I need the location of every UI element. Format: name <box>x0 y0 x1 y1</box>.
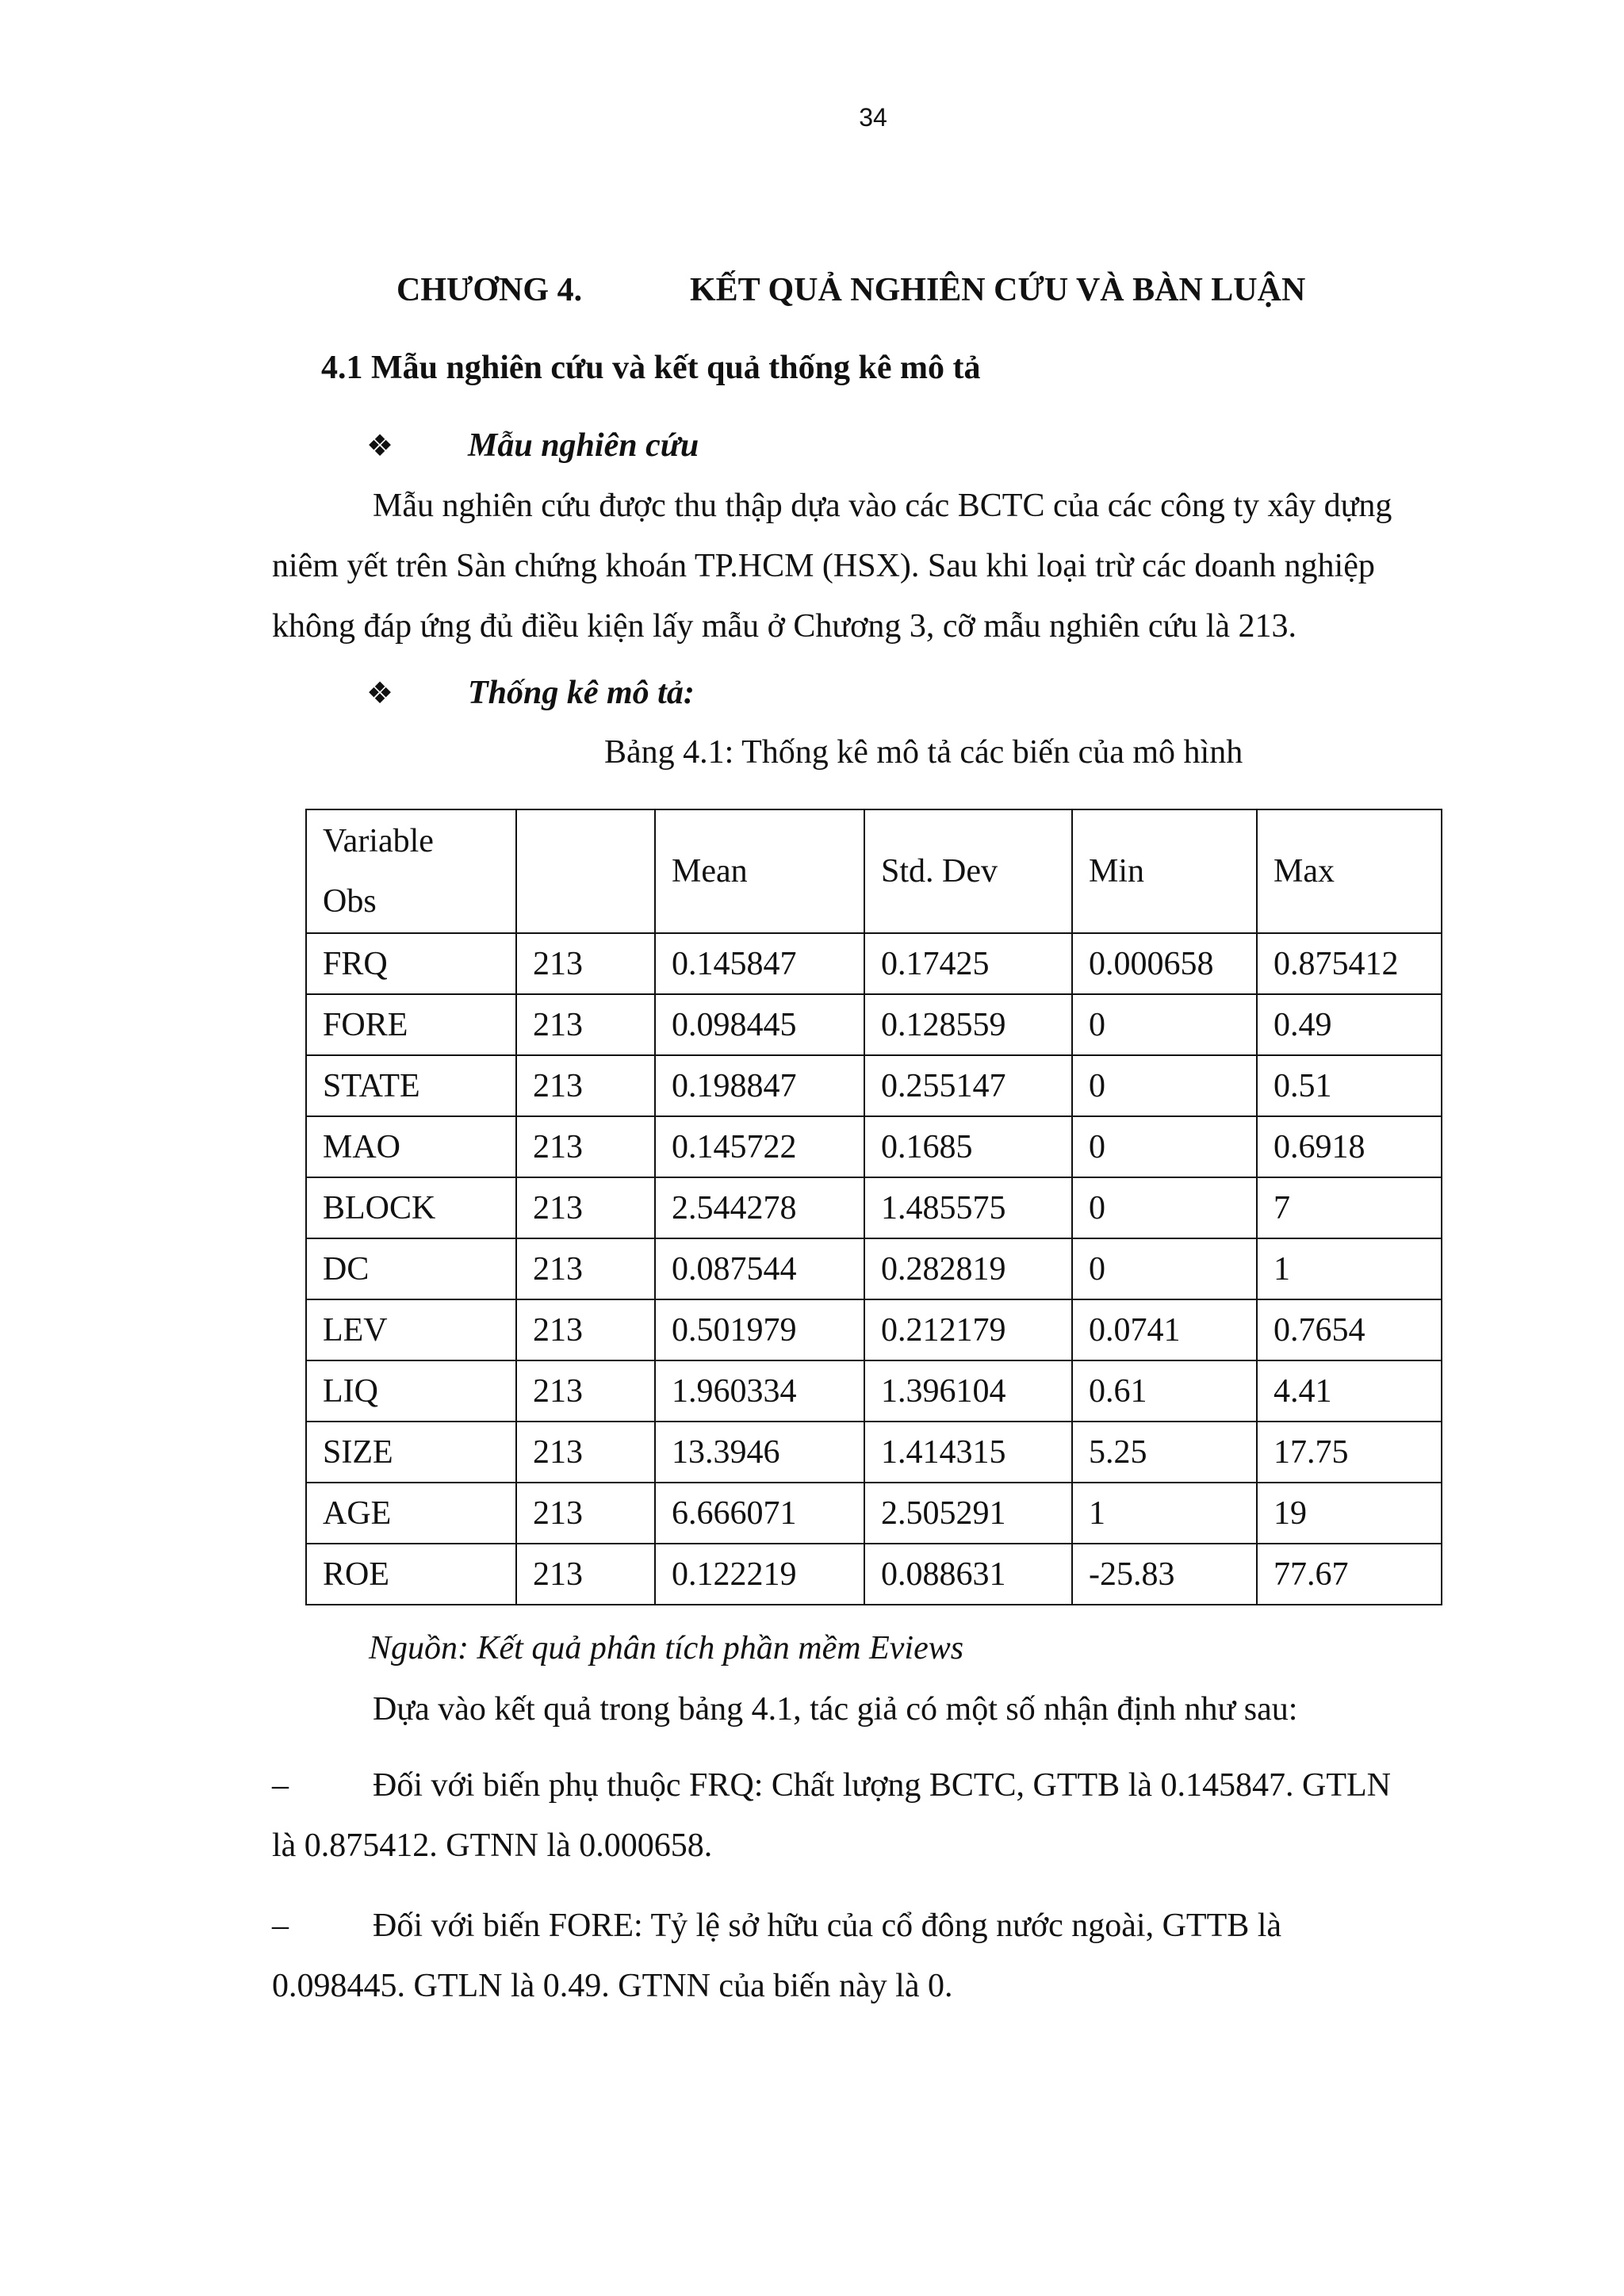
table-row <box>306 1116 1442 1177</box>
variable-cell: DC <box>306 1238 516 1299</box>
obs-cell: 213 <box>516 1055 655 1116</box>
table-row <box>306 1422 1442 1483</box>
variable-cell: AGE <box>306 1483 516 1544</box>
item-line: 0.098445. GTLN là 0.49. GTNN của biến này là 0. <box>272 1968 953 2004</box>
obs-cell: 213 <box>516 1360 655 1422</box>
max-cell: 0.6918 <box>1257 1116 1442 1177</box>
max-cell: 17.75 <box>1257 1422 1442 1483</box>
paragraph-line: không đáp ứng đủ điều kiện lấy mẫu ở Chương 3, cỡ mẫu nghiên cứu là 213. <box>272 608 1297 645</box>
max-cell: 0.49 <box>1257 994 1442 1055</box>
std-dev-cell: 0.128559 <box>864 994 1072 1055</box>
table-row <box>306 1177 1442 1238</box>
mean-cell: 0.145722 <box>655 1116 864 1177</box>
max-cell: 19 <box>1257 1483 1442 1544</box>
max-cell: 0.51 <box>1257 1055 1442 1116</box>
obs-cell: 213 <box>516 1422 655 1483</box>
subsection-heading-sample: Mẫu nghiên cứu <box>468 427 699 464</box>
header-cell-min: Min <box>1072 809 1257 933</box>
chapter-title: KẾT QUẢ NGHIÊN CỨU VÀ BÀN LUẬN <box>690 272 1306 308</box>
mean-cell: 0.087544 <box>655 1238 864 1299</box>
dash-bullet: – <box>272 1908 289 1944</box>
table-row <box>306 1544 1442 1605</box>
mean-cell: 6.666071 <box>655 1483 864 1544</box>
min-cell: 0 <box>1072 1177 1257 1238</box>
header-cell-max: Max <box>1257 809 1442 933</box>
obs-cell: 213 <box>516 933 655 994</box>
min-cell: -25.83 <box>1072 1544 1257 1605</box>
table-row <box>306 994 1442 1055</box>
obs-cell: 213 <box>516 1544 655 1605</box>
item-line: Đối với biến FORE: Tỷ lệ sở hữu của cổ đông nước ngoài, GTTB là <box>373 1908 1282 1944</box>
item-line: Đối với biến phụ thuộc FRQ: Chất lượng BCTC, GTTB là 0.145847. GTLN <box>373 1767 1391 1804</box>
obs-cell: 213 <box>516 1299 655 1360</box>
dash-bullet: – <box>272 1767 289 1804</box>
min-cell: 0 <box>1072 1238 1257 1299</box>
max-cell: 1 <box>1257 1238 1442 1299</box>
std-dev-cell: 1.485575 <box>864 1177 1072 1238</box>
header-cell-variable <box>306 809 516 933</box>
table-row <box>306 1360 1442 1422</box>
variable-cell: LIQ <box>306 1360 516 1422</box>
max-cell: 4.41 <box>1257 1360 1442 1422</box>
min-cell: 0.0741 <box>1072 1299 1257 1360</box>
obs-cell: 213 <box>516 994 655 1055</box>
variable-cell: FRQ <box>306 933 516 994</box>
chapter-label: CHƯƠNG 4. <box>396 272 583 308</box>
mean-cell: 0.145847 <box>655 933 864 994</box>
mean-cell: 2.544278 <box>655 1177 864 1238</box>
max-cell: 77.67 <box>1257 1544 1442 1605</box>
min-cell: 0 <box>1072 1116 1257 1177</box>
variable-cell: ROE <box>306 1544 516 1605</box>
table-row <box>306 1299 1442 1360</box>
obs-cell: 213 <box>516 1483 655 1544</box>
table-caption: Bảng 4.1: Thống kê mô tả các biến của mô hình <box>604 734 1243 771</box>
mean-cell: 0.098445 <box>655 994 864 1055</box>
min-cell: 0.61 <box>1072 1360 1257 1422</box>
intro-line: Dựa vào kết quả trong bảng 4.1, tác giả có một số nhận định như sau: <box>373 1691 1298 1728</box>
variable-cell: BLOCK <box>306 1177 516 1238</box>
std-dev-cell: 0.282819 <box>864 1238 1072 1299</box>
header-cell-empty <box>516 809 655 933</box>
paragraph-line: niêm yết trên Sàn chứng khoán TP.HCM (HSX). Sau khi loại trừ các doanh nghiệp <box>272 548 1375 584</box>
variable-cell: STATE <box>306 1055 516 1116</box>
obs-cell: 213 <box>516 1116 655 1177</box>
std-dev-cell: 1.396104 <box>864 1360 1072 1422</box>
min-cell: 0 <box>1072 1055 1257 1116</box>
header-obs-label: Obs <box>323 883 377 920</box>
std-dev-cell: 0.088631 <box>864 1544 1072 1605</box>
obs-cell: 213 <box>516 1238 655 1299</box>
table-row <box>306 1055 1442 1116</box>
variable-cell: SIZE <box>306 1422 516 1483</box>
std-dev-cell: 0.255147 <box>864 1055 1072 1116</box>
max-cell: 0.7654 <box>1257 1299 1442 1360</box>
section-title: 4.1 Mẫu nghiên cứu và kết quả thống kê mô tả <box>321 350 981 386</box>
std-dev-cell: 0.1685 <box>864 1116 1072 1177</box>
std-dev-cell: 2.505291 <box>864 1483 1072 1544</box>
subsection-heading-stats: Thống kê mô tả: <box>468 675 695 711</box>
descriptive-stats-table <box>305 809 1442 1605</box>
min-cell: 0 <box>1072 994 1257 1055</box>
variable-cell: FORE <box>306 994 516 1055</box>
min-cell: 0.000658 <box>1072 933 1257 994</box>
max-cell: 7 <box>1257 1177 1442 1238</box>
table-source-note: Nguồn: Kết quả phân tích phần mềm Eviews <box>369 1630 964 1667</box>
std-dev-cell: 0.212179 <box>864 1299 1072 1360</box>
table-header-row <box>306 809 1442 933</box>
table-row <box>306 1238 1442 1299</box>
table-row <box>306 933 1442 994</box>
std-dev-cell: 0.17425 <box>864 933 1072 994</box>
bullet-icon: ❖ <box>366 677 394 710</box>
mean-cell: 0.122219 <box>655 1544 864 1605</box>
header-cell-mean: Mean <box>655 809 864 933</box>
table-row <box>306 1483 1442 1544</box>
header-variable-label: Variable <box>323 823 434 859</box>
header-cell-std-dev: Std. Dev <box>864 809 1072 933</box>
page-number: 34 <box>859 103 887 132</box>
min-cell: 1 <box>1072 1483 1257 1544</box>
variable-cell: LEV <box>306 1299 516 1360</box>
mean-cell: 13.3946 <box>655 1422 864 1483</box>
std-dev-cell: 1.414315 <box>864 1422 1072 1483</box>
min-cell: 5.25 <box>1072 1422 1257 1483</box>
item-line: là 0.875412. GTNN là 0.000658. <box>272 1827 713 1864</box>
obs-cell: 213 <box>516 1177 655 1238</box>
mean-cell: 0.501979 <box>655 1299 864 1360</box>
paragraph-line: Mẫu nghiên cứu được thu thập dựa vào các BCTC của các công ty xây dựng <box>373 488 1392 524</box>
variable-cell: MAO <box>306 1116 516 1177</box>
max-cell: 0.875412 <box>1257 933 1442 994</box>
bullet-icon: ❖ <box>366 430 394 463</box>
mean-cell: 1.960334 <box>655 1360 864 1422</box>
mean-cell: 0.198847 <box>655 1055 864 1116</box>
